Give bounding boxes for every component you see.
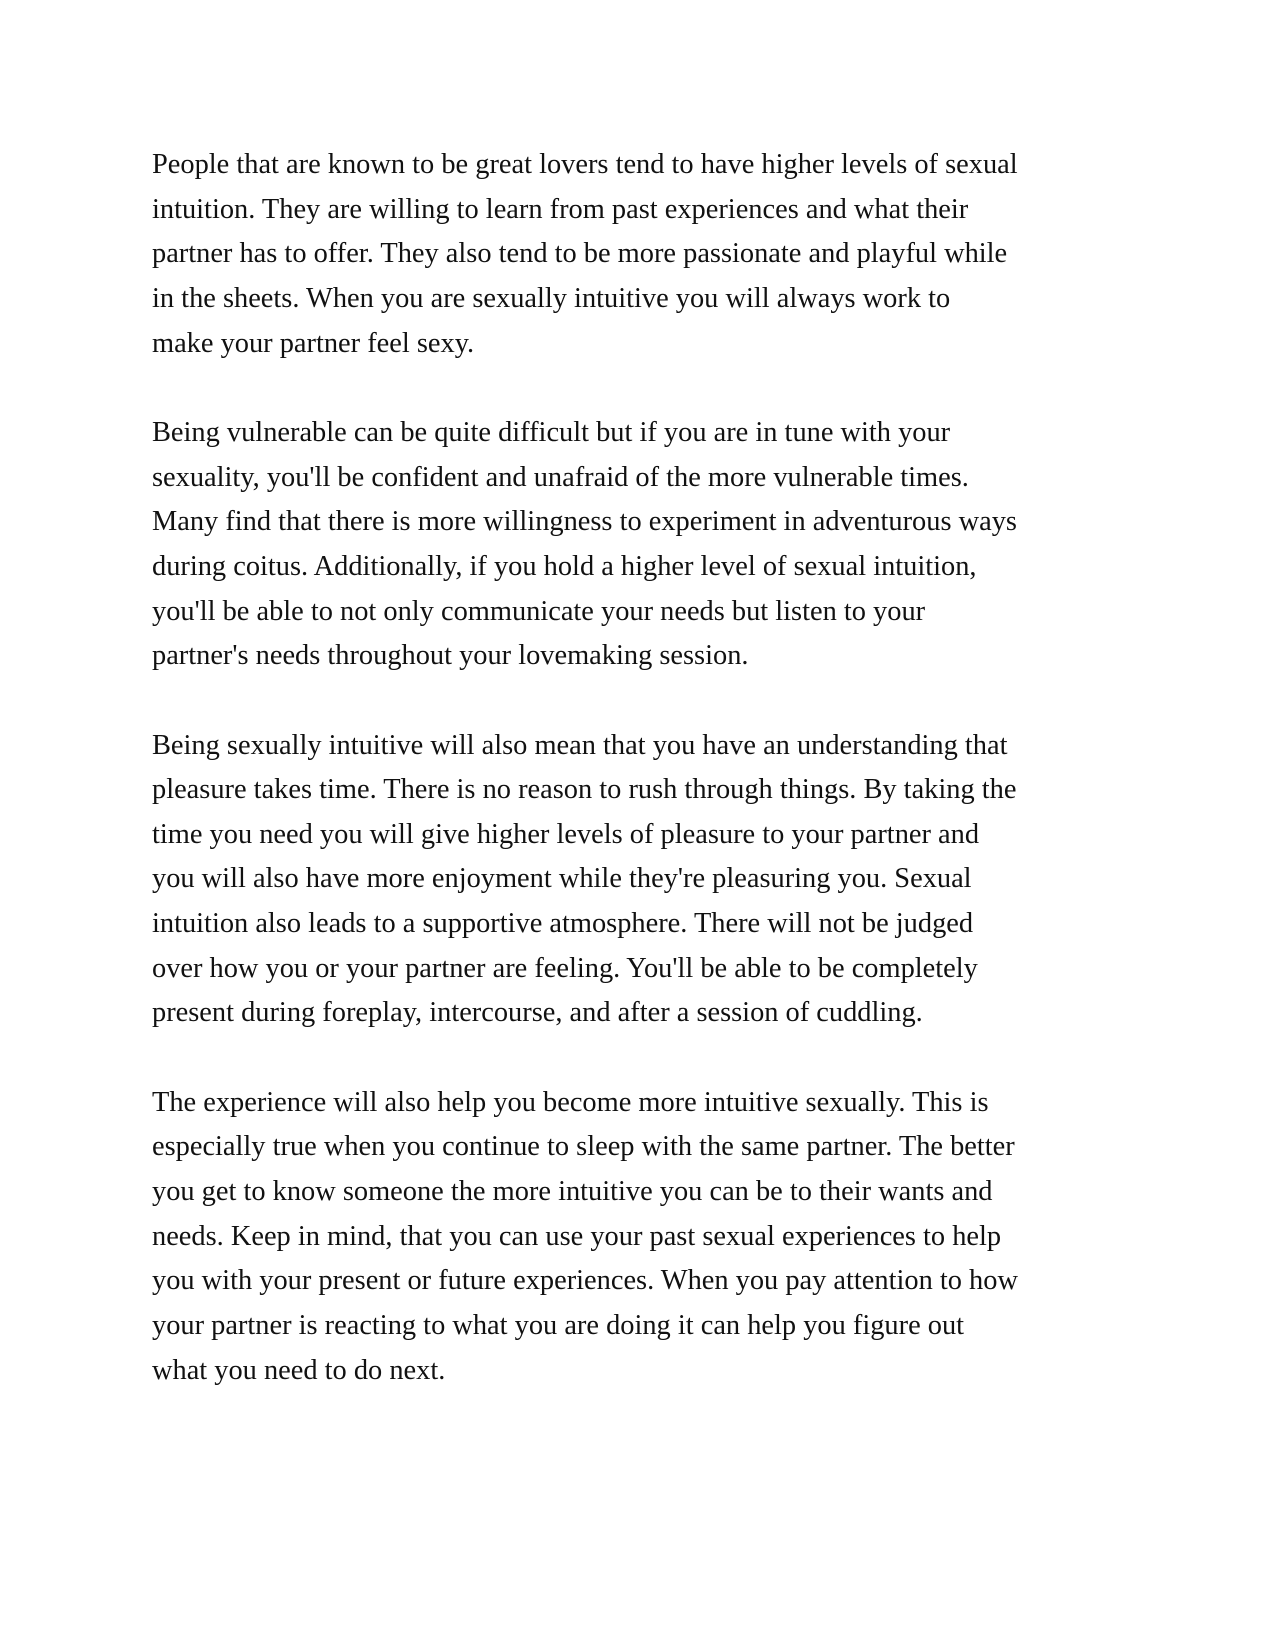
text-line: over how you or your partner are feeling. You'll be able to be completely <box>152 952 978 984</box>
text-line: you get to know someone the more intuitive you can be to their wants and <box>152 1176 993 1208</box>
text-line: People that are known to be great lovers tend to have higher levels of sexual <box>152 149 1018 180</box>
text-line: you'll be able to not only communicate your needs but listen to your <box>152 595 926 627</box>
text-line: you with your present or future experiences. When you pay attention to how <box>152 1265 1018 1297</box>
text-line: needs. Keep in mind, that you can use your past sexual experiences to help <box>152 1220 1002 1252</box>
paragraph-2 <box>152 411 1082 679</box>
text-line: your partner is reacting to what you are doing it can help you figure out <box>152 1310 965 1342</box>
text-line: Many find that there is more willingness to experiment in adventurous ways <box>152 506 1017 538</box>
text-line: Being vulnerable can be quite difficult but if you are in tune with your <box>152 416 951 448</box>
text-line: make your partner feel sexy. <box>152 327 475 359</box>
text-line: sexuality, you'll be confident and unafraid of the more vulnerable times. <box>152 461 969 493</box>
text-line: time you need you will give higher levels of pleasure to your partner and <box>152 818 980 850</box>
text-line: you will also have more enjoyment while they're pleasuring you. Sexual <box>152 863 972 895</box>
text-line: in the sheets. When you are sexually intuitive you will always work to <box>152 282 951 314</box>
text-line: pleasure takes time. There is no reason to rush through things. By taking the <box>152 774 1017 806</box>
text-line: Being sexually intuitive will also mean that you have an understanding that <box>152 729 1008 761</box>
text-line: The experience will also help you become more intuitive sexually. This is <box>152 1086 989 1118</box>
text-line: partner has to offer. They also tend to be more passionate and playful while <box>152 238 1008 270</box>
document-page <box>152 143 1082 1438</box>
text-line: during coitus. Additionally, if you hold a higher level of sexual intuition, <box>152 550 977 582</box>
text-line: present during foreplay, intercourse, and after a session of cuddling. <box>152 997 923 1029</box>
text-line: intuition also leads to a supportive atmosphere. There will not be judged <box>152 908 974 940</box>
text-line: intuition. They are willing to learn from past experiences and what their <box>152 193 969 225</box>
text-line: what you need to do next. <box>152 1354 446 1386</box>
text-line: partner's needs throughout your lovemaking session. <box>152 640 749 672</box>
paragraph-1 <box>152 143 1082 366</box>
paragraph-4 <box>152 1081 1082 1394</box>
paragraph-3 <box>152 724 1082 1037</box>
text-line: especially true when you continue to sleep with the same partner. The better <box>152 1131 1015 1163</box>
